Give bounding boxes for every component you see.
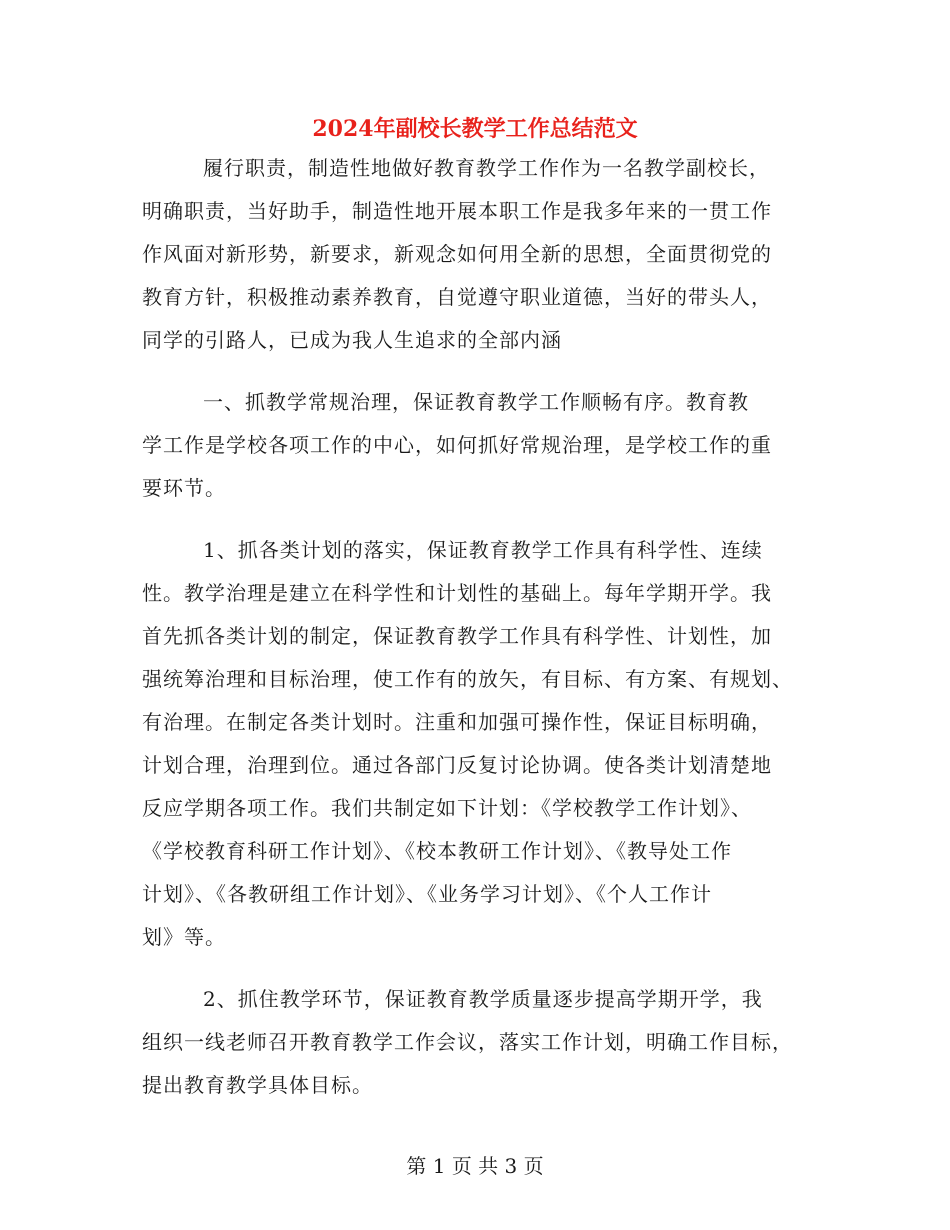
paragraph-3-line-2: 性。教学治理是建立在科学性和计划性的基础上。每年学期开学。我	[142, 581, 772, 605]
paragraph-3-line-4: 强统筹治理和目标治理，使工作有的放矢，有目标、有方案、有规划、	[142, 667, 793, 691]
paragraph-3-line-9: 计划》、《各教研组工作计划》、《业务学习计划》、《个人工作计	[142, 882, 712, 906]
paragraph-1-line-3: 作风面对新形势，新要求，新观念如何用全新的思想，全面贯彻党的	[142, 242, 772, 266]
paragraph-3-line-5: 有治理。在制定各类计划时。注重和加强可操作性，保证目标明确，	[142, 710, 772, 734]
paragraph-3-line-8: 《学校教育科研工作计划》、《校本教研工作计划》、《教导处工作	[142, 839, 732, 863]
paragraph-1-line-2: 明确职责，当好助手，制造性地开展本职工作是我多年来的一贯工作	[142, 199, 772, 223]
document-title: 2024年副校长教学工作总结范文	[312, 116, 638, 142]
paragraph-3-line-3: 首先抓各类计划的制定，保证教育教学工作具有科学性、计划性，加	[142, 624, 772, 648]
paragraph-3-line-6: 计划合理，治理到位。通过各部门反复讨论协调。使各类计划清楚地	[142, 753, 772, 777]
paragraph-2-line-1: 一、抓教学常规治理，保证教育教学工作顺畅有序。教育教	[203, 390, 749, 414]
paragraph-1-line-1: 履行职责，制造性地做好教育教学工作作为一名教学副校长，	[203, 156, 770, 180]
page-number-label: 第 1 页 共 3 页	[406, 1154, 544, 1178]
paragraph-3-line-7: 反应学期各项工作。我们共制定如下计划：《学校教学工作计划》、	[142, 796, 752, 820]
page-number-footer	[0, 1151, 950, 1181]
paragraph-2-line-3: 要环节。	[142, 476, 226, 500]
paragraph-4-line-3: 提出教育教学具体目标。	[142, 1073, 373, 1097]
paragraph-3-line-1: 1、抓各类计划的落实，保证教育教学工作具有科学性、连续	[203, 538, 763, 562]
paragraph-2-line-2: 学工作是学校各项工作的中心，如何抓好常规治理，是学校工作的重	[142, 433, 772, 457]
paragraph-3-line-10: 划》等。	[142, 925, 226, 949]
paragraph-4-line-1: 2、抓住教学环节，保证教育教学质量逐步提高学期开学，我	[203, 987, 763, 1011]
paragraph-1-line-4: 教育方针，积极推动素养教育，自觉遵守职业道德，当好的带头人，	[142, 285, 772, 309]
paragraph-4-line-2: 组织一线老师召开教育教学工作会议，落实工作计划，明确工作目标，	[142, 1030, 793, 1054]
paragraph-1-line-5: 同学的引路人，已成为我人生追求的全部内涵	[142, 328, 562, 352]
